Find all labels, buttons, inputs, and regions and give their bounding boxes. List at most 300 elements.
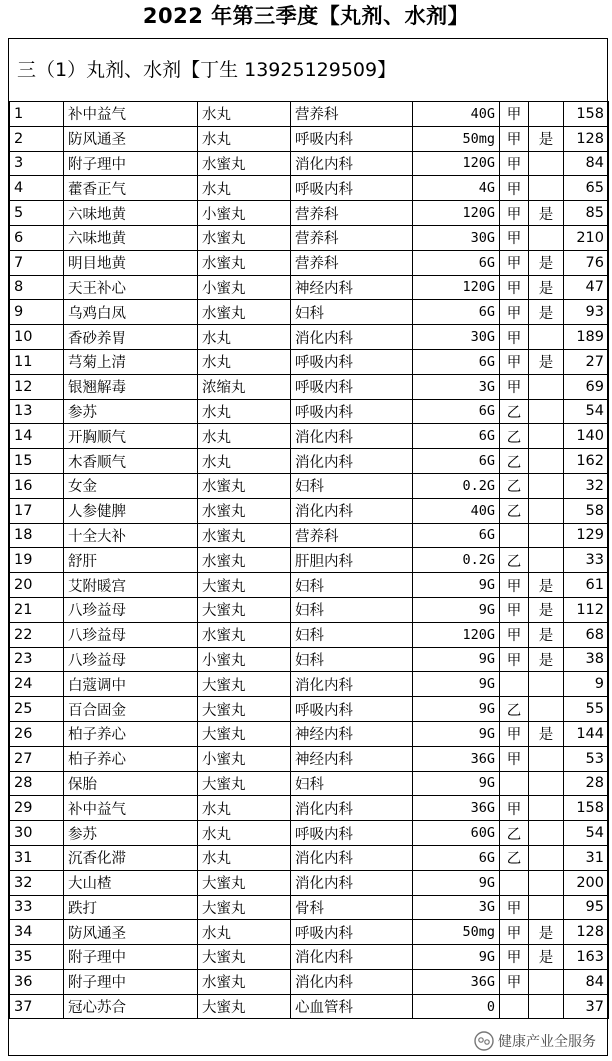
cell-count: 28 xyxy=(564,771,609,796)
cell-dosage-form: 水蜜丸 xyxy=(198,300,291,325)
cell-count: 61 xyxy=(564,573,609,598)
cell-department: 消化内科 xyxy=(291,672,413,697)
cell-dosage-form: 水蜜丸 xyxy=(198,473,291,498)
cell-flag: 是 xyxy=(529,201,564,226)
cell-specification: 0.2G xyxy=(413,548,500,573)
cell-flag xyxy=(529,225,564,250)
cell-flag xyxy=(529,796,564,821)
cell-category: 甲 xyxy=(500,920,529,945)
cell-product-name: 芎菊上清 xyxy=(64,349,198,374)
cell-product-name: 百合固金 xyxy=(64,697,198,722)
cell-number: 17 xyxy=(10,498,64,523)
cell-specification: 6G xyxy=(413,250,500,275)
cell-specification: 36G xyxy=(413,796,500,821)
cell-dosage-form: 小蜜丸 xyxy=(198,746,291,771)
watermark-text: 健康产业全服务 xyxy=(498,1034,596,1050)
cell-flag xyxy=(529,969,564,994)
cell-specification: 36G xyxy=(413,746,500,771)
cell-dosage-form: 水蜜丸 xyxy=(198,548,291,573)
cell-product-name: 补中益气 xyxy=(64,102,198,127)
cell-dosage-form: 小蜜丸 xyxy=(198,647,291,672)
cell-number: 13 xyxy=(10,399,64,424)
cell-department: 消化内科 xyxy=(291,498,413,523)
cell-product-name: 女金 xyxy=(64,473,198,498)
cell-specification: 6G xyxy=(413,523,500,548)
cell-number: 11 xyxy=(10,349,64,374)
table-row xyxy=(10,821,609,846)
cell-department: 骨科 xyxy=(291,895,413,920)
cell-product-name: 天王补心 xyxy=(64,275,198,300)
table-row xyxy=(10,424,609,449)
cell-dosage-form: 水蜜丸 xyxy=(198,250,291,275)
cell-flag xyxy=(529,325,564,350)
cell-flag xyxy=(529,399,564,424)
cell-product-name: 附子理中 xyxy=(64,969,198,994)
cell-dosage-form: 水蜜丸 xyxy=(198,225,291,250)
cell-number: 29 xyxy=(10,796,64,821)
cell-product-name: 保胎 xyxy=(64,771,198,796)
table-row xyxy=(10,275,609,300)
cell-flag: 是 xyxy=(529,597,564,622)
cell-specification: 36G xyxy=(413,969,500,994)
cell-product-name: 柏子养心 xyxy=(64,746,198,771)
cell-flag xyxy=(529,821,564,846)
cell-category xyxy=(500,994,529,1019)
cell-dosage-form: 水丸 xyxy=(198,845,291,870)
cell-count: 200 xyxy=(564,870,609,895)
cell-department: 妇科 xyxy=(291,771,413,796)
cell-category: 乙 xyxy=(500,548,529,573)
table-row xyxy=(10,449,609,474)
cell-department: 消化内科 xyxy=(291,424,413,449)
cell-product-name: 木香顺气 xyxy=(64,449,198,474)
cell-category: 甲 xyxy=(500,201,529,226)
cell-product-name: 人参健脾 xyxy=(64,498,198,523)
cell-specification: 6G xyxy=(413,845,500,870)
section-title: 三（1）丸剂、水剂【丁生 13925129509】 xyxy=(17,59,397,81)
cell-count: 37 xyxy=(564,994,609,1019)
cell-dosage-form: 水丸 xyxy=(198,796,291,821)
cell-flag xyxy=(529,374,564,399)
cell-department: 营养科 xyxy=(291,250,413,275)
cell-department: 呼吸内科 xyxy=(291,920,413,945)
cell-department: 消化内科 xyxy=(291,969,413,994)
cell-department: 营养科 xyxy=(291,102,413,127)
cell-category: 甲 xyxy=(500,721,529,746)
cell-number: 32 xyxy=(10,870,64,895)
cell-department: 妇科 xyxy=(291,622,413,647)
table-row xyxy=(10,994,609,1019)
cell-specification: 30G xyxy=(413,325,500,350)
cell-product-name: 藿香正气 xyxy=(64,176,198,201)
cell-specification: 9G xyxy=(413,672,500,697)
cell-department: 妇科 xyxy=(291,300,413,325)
cell-specification: 9G xyxy=(413,721,500,746)
cell-department: 神经内科 xyxy=(291,721,413,746)
cell-count: 93 xyxy=(564,300,609,325)
cell-category: 甲 xyxy=(500,374,529,399)
cell-number: 21 xyxy=(10,597,64,622)
cell-dosage-form: 水丸 xyxy=(198,920,291,945)
cell-specification: 6G xyxy=(413,424,500,449)
cell-flag xyxy=(529,176,564,201)
cell-specification: 6G xyxy=(413,449,500,474)
cell-department: 营养科 xyxy=(291,201,413,226)
cell-count: 84 xyxy=(564,151,609,176)
cell-dosage-form: 水丸 xyxy=(198,424,291,449)
cell-count: 162 xyxy=(564,449,609,474)
cell-number: 33 xyxy=(10,895,64,920)
table-row xyxy=(10,523,609,548)
cell-count: 53 xyxy=(564,746,609,771)
cell-number: 37 xyxy=(10,994,64,1019)
cell-product-name: 防风通圣 xyxy=(64,920,198,945)
cell-product-name: 六味地黄 xyxy=(64,225,198,250)
cell-dosage-form: 大蜜丸 xyxy=(198,870,291,895)
cell-flag: 是 xyxy=(529,300,564,325)
cell-department: 呼吸内科 xyxy=(291,374,413,399)
cell-flag: 是 xyxy=(529,945,564,970)
cell-category: 甲 xyxy=(500,597,529,622)
cell-category: 甲 xyxy=(500,349,529,374)
cell-dosage-form: 水丸 xyxy=(198,349,291,374)
cell-category xyxy=(500,672,529,697)
cell-category: 乙 xyxy=(500,424,529,449)
cell-number: 31 xyxy=(10,845,64,870)
cell-department: 呼吸内科 xyxy=(291,349,413,374)
cell-specification: 9G xyxy=(413,597,500,622)
cell-number: 25 xyxy=(10,697,64,722)
cell-department: 肝胆内科 xyxy=(291,548,413,573)
cell-count: 112 xyxy=(564,597,609,622)
cell-product-name: 参苏 xyxy=(64,821,198,846)
cell-dosage-form: 水丸 xyxy=(198,449,291,474)
cell-category: 甲 xyxy=(500,102,529,127)
cell-dosage-form: 浓缩丸 xyxy=(198,374,291,399)
cell-count: 54 xyxy=(564,821,609,846)
cell-category xyxy=(500,523,529,548)
cell-number: 7 xyxy=(10,250,64,275)
table-row xyxy=(10,102,609,127)
cell-count: 33 xyxy=(564,548,609,573)
cell-category: 甲 xyxy=(500,126,529,151)
table-row xyxy=(10,920,609,945)
cell-category: 乙 xyxy=(500,473,529,498)
table-row xyxy=(10,399,609,424)
cell-flag: 是 xyxy=(529,920,564,945)
cell-number: 3 xyxy=(10,151,64,176)
cell-product-name: 大山楂 xyxy=(64,870,198,895)
table-row xyxy=(10,473,609,498)
cell-specification: 6G xyxy=(413,300,500,325)
cell-category: 甲 xyxy=(500,275,529,300)
cell-count: 129 xyxy=(564,523,609,548)
cell-product-name: 附子理中 xyxy=(64,151,198,176)
cell-number: 5 xyxy=(10,201,64,226)
cell-category: 甲 xyxy=(500,647,529,672)
cell-number: 6 xyxy=(10,225,64,250)
cell-product-name: 柏子养心 xyxy=(64,721,198,746)
cell-flag: 是 xyxy=(529,573,564,598)
cell-specification: 120G xyxy=(413,151,500,176)
product-table xyxy=(9,101,609,1019)
table-row xyxy=(10,796,609,821)
cell-dosage-form: 大蜜丸 xyxy=(198,597,291,622)
cell-dosage-form: 小蜜丸 xyxy=(198,275,291,300)
cell-category: 乙 xyxy=(500,821,529,846)
cell-specification: 9G xyxy=(413,573,500,598)
cell-count: 85 xyxy=(564,201,609,226)
cell-dosage-form: 大蜜丸 xyxy=(198,573,291,598)
cell-product-name: 八珍益母 xyxy=(64,597,198,622)
cell-flag: 是 xyxy=(529,250,564,275)
cell-dosage-form: 大蜜丸 xyxy=(198,672,291,697)
cell-dosage-form: 水蜜丸 xyxy=(198,969,291,994)
cell-flag xyxy=(529,473,564,498)
cell-department: 神经内科 xyxy=(291,275,413,300)
table-row xyxy=(10,845,609,870)
cell-flag xyxy=(529,870,564,895)
cell-product-name: 八珍益母 xyxy=(64,647,198,672)
cell-number: 20 xyxy=(10,573,64,598)
page-title: 2022 年第三季度【丸剂、水剂】 xyxy=(142,4,470,28)
cell-flag xyxy=(529,845,564,870)
cell-flag xyxy=(529,994,564,1019)
cell-dosage-form: 水丸 xyxy=(198,399,291,424)
cell-dosage-form: 小蜜丸 xyxy=(198,201,291,226)
cell-dosage-form: 大蜜丸 xyxy=(198,771,291,796)
cell-specification: 3G xyxy=(413,895,500,920)
cell-category: 乙 xyxy=(500,399,529,424)
cell-count: 158 xyxy=(564,796,609,821)
cell-flag: 是 xyxy=(529,622,564,647)
cell-number: 4 xyxy=(10,176,64,201)
cell-count: 65 xyxy=(564,176,609,201)
cell-count: 140 xyxy=(564,424,609,449)
cell-department: 呼吸内科 xyxy=(291,126,413,151)
cell-department: 消化内科 xyxy=(291,845,413,870)
table-row xyxy=(10,349,609,374)
table-row xyxy=(10,225,609,250)
cell-specification: 3G xyxy=(413,374,500,399)
cell-count: 47 xyxy=(564,275,609,300)
cell-department: 心血管科 xyxy=(291,994,413,1019)
cell-dosage-form: 大蜜丸 xyxy=(198,945,291,970)
cell-category: 甲 xyxy=(500,895,529,920)
table-row xyxy=(10,622,609,647)
cell-flag: 是 xyxy=(529,349,564,374)
table-row xyxy=(10,300,609,325)
cell-category: 甲 xyxy=(500,176,529,201)
table-row xyxy=(10,325,609,350)
cell-number: 2 xyxy=(10,126,64,151)
cell-category: 乙 xyxy=(500,498,529,523)
cell-flag xyxy=(529,523,564,548)
cell-specification: 40G xyxy=(413,498,500,523)
cell-number: 26 xyxy=(10,721,64,746)
cell-count: 9 xyxy=(564,672,609,697)
cell-number: 35 xyxy=(10,945,64,970)
cell-department: 消化内科 xyxy=(291,796,413,821)
cell-flag xyxy=(529,498,564,523)
table-row xyxy=(10,201,609,226)
cell-product-name: 防风通圣 xyxy=(64,126,198,151)
cell-product-name: 银翘解毒 xyxy=(64,374,198,399)
cell-count: 31 xyxy=(564,845,609,870)
cell-flag: 是 xyxy=(529,721,564,746)
cell-specification: 120G xyxy=(413,622,500,647)
cell-specification: 60G xyxy=(413,821,500,846)
cell-specification: 9G xyxy=(413,771,500,796)
cell-department: 妇科 xyxy=(291,573,413,598)
cell-product-name: 八珍益母 xyxy=(64,622,198,647)
cell-count: 128 xyxy=(564,126,609,151)
cell-department: 妇科 xyxy=(291,647,413,672)
cell-count: 76 xyxy=(564,250,609,275)
cell-department: 神经内科 xyxy=(291,746,413,771)
cell-number: 1 xyxy=(10,102,64,127)
cell-category: 乙 xyxy=(500,449,529,474)
cell-specification: 6G xyxy=(413,349,500,374)
wechat-official-account-icon xyxy=(474,1031,494,1051)
cell-number: 9 xyxy=(10,300,64,325)
cell-number: 16 xyxy=(10,473,64,498)
cell-count: 27 xyxy=(564,349,609,374)
cell-count: 58 xyxy=(564,498,609,523)
cell-product-name: 沉香化滞 xyxy=(64,845,198,870)
cell-department: 呼吸内科 xyxy=(291,399,413,424)
cell-count: 68 xyxy=(564,622,609,647)
cell-department: 妇科 xyxy=(291,597,413,622)
cell-category: 甲 xyxy=(500,945,529,970)
cell-specification: 50mg xyxy=(413,126,500,151)
cell-product-name: 明目地黄 xyxy=(64,250,198,275)
cell-specification: 9G xyxy=(413,697,500,722)
cell-category: 甲 xyxy=(500,151,529,176)
table-row xyxy=(10,126,609,151)
cell-flag: 是 xyxy=(529,126,564,151)
table-row xyxy=(10,895,609,920)
cell-category: 甲 xyxy=(500,300,529,325)
cell-product-name: 附子理中 xyxy=(64,945,198,970)
cell-flag xyxy=(529,102,564,127)
cell-dosage-form: 水丸 xyxy=(198,821,291,846)
cell-number: 8 xyxy=(10,275,64,300)
table-row xyxy=(10,573,609,598)
cell-number: 28 xyxy=(10,771,64,796)
table-row xyxy=(10,597,609,622)
cell-department: 呼吸内科 xyxy=(291,821,413,846)
cell-department: 营养科 xyxy=(291,523,413,548)
cell-dosage-form: 水丸 xyxy=(198,126,291,151)
cell-category: 乙 xyxy=(500,845,529,870)
cell-category: 甲 xyxy=(500,622,529,647)
cell-count: 55 xyxy=(564,697,609,722)
cell-department: 消化内科 xyxy=(291,945,413,970)
table-body xyxy=(10,102,609,1019)
cell-dosage-form: 水丸 xyxy=(198,176,291,201)
cell-count: 144 xyxy=(564,721,609,746)
cell-number: 12 xyxy=(10,374,64,399)
cell-number: 23 xyxy=(10,647,64,672)
cell-dosage-form: 水蜜丸 xyxy=(198,498,291,523)
cell-dosage-form: 大蜜丸 xyxy=(198,697,291,722)
cell-number: 19 xyxy=(10,548,64,573)
cell-dosage-form: 水蜜丸 xyxy=(198,622,291,647)
cell-specification: 30G xyxy=(413,225,500,250)
cell-flag xyxy=(529,151,564,176)
cell-flag xyxy=(529,746,564,771)
cell-product-name: 乌鸡白凤 xyxy=(64,300,198,325)
cell-dosage-form: 水蜜丸 xyxy=(198,523,291,548)
cell-category: 乙 xyxy=(500,697,529,722)
cell-category xyxy=(500,771,529,796)
table-row xyxy=(10,548,609,573)
cell-category: 甲 xyxy=(500,325,529,350)
cell-category: 甲 xyxy=(500,746,529,771)
cell-category: 甲 xyxy=(500,573,529,598)
cell-count: 128 xyxy=(564,920,609,945)
cell-product-name: 冠心苏合 xyxy=(64,994,198,1019)
cell-count: 95 xyxy=(564,895,609,920)
cell-count: 54 xyxy=(564,399,609,424)
table-row xyxy=(10,969,609,994)
cell-specification: 9G xyxy=(413,870,500,895)
cell-specification: 0.2G xyxy=(413,473,500,498)
cell-number: 30 xyxy=(10,821,64,846)
cell-category xyxy=(500,870,529,895)
cell-number: 22 xyxy=(10,622,64,647)
cell-product-name: 十全大补 xyxy=(64,523,198,548)
cell-dosage-form: 大蜜丸 xyxy=(198,895,291,920)
cell-dosage-form: 大蜜丸 xyxy=(198,721,291,746)
cell-product-name: 舒肝 xyxy=(64,548,198,573)
table-row xyxy=(10,771,609,796)
table-row xyxy=(10,672,609,697)
cell-specification: 120G xyxy=(413,201,500,226)
table-row xyxy=(10,176,609,201)
cell-number: 36 xyxy=(10,969,64,994)
cell-number: 14 xyxy=(10,424,64,449)
cell-count: 84 xyxy=(564,969,609,994)
cell-product-name: 艾附暖宫 xyxy=(64,573,198,598)
cell-product-name: 开胸顺气 xyxy=(64,424,198,449)
table-row xyxy=(10,250,609,275)
cell-specification: 9G xyxy=(413,647,500,672)
cell-product-name: 香砂养胃 xyxy=(64,325,198,350)
cell-product-name: 补中益气 xyxy=(64,796,198,821)
cell-dosage-form: 水蜜丸 xyxy=(198,151,291,176)
cell-department: 呼吸内科 xyxy=(291,176,413,201)
cell-count: 69 xyxy=(564,374,609,399)
cell-specification: 9G xyxy=(413,945,500,970)
cell-flag xyxy=(529,424,564,449)
cell-specification: 6G xyxy=(413,399,500,424)
cell-number: 24 xyxy=(10,672,64,697)
cell-product-name: 跌打 xyxy=(64,895,198,920)
cell-flag xyxy=(529,771,564,796)
cell-department: 消化内科 xyxy=(291,870,413,895)
cell-specification: 40G xyxy=(413,102,500,127)
cell-number: 27 xyxy=(10,746,64,771)
cell-department: 消化内科 xyxy=(291,151,413,176)
cell-specification: 4G xyxy=(413,176,500,201)
cell-count: 210 xyxy=(564,225,609,250)
cell-number: 15 xyxy=(10,449,64,474)
cell-product-name: 白蔻调中 xyxy=(64,672,198,697)
cell-count: 158 xyxy=(564,102,609,127)
table-row xyxy=(10,647,609,672)
